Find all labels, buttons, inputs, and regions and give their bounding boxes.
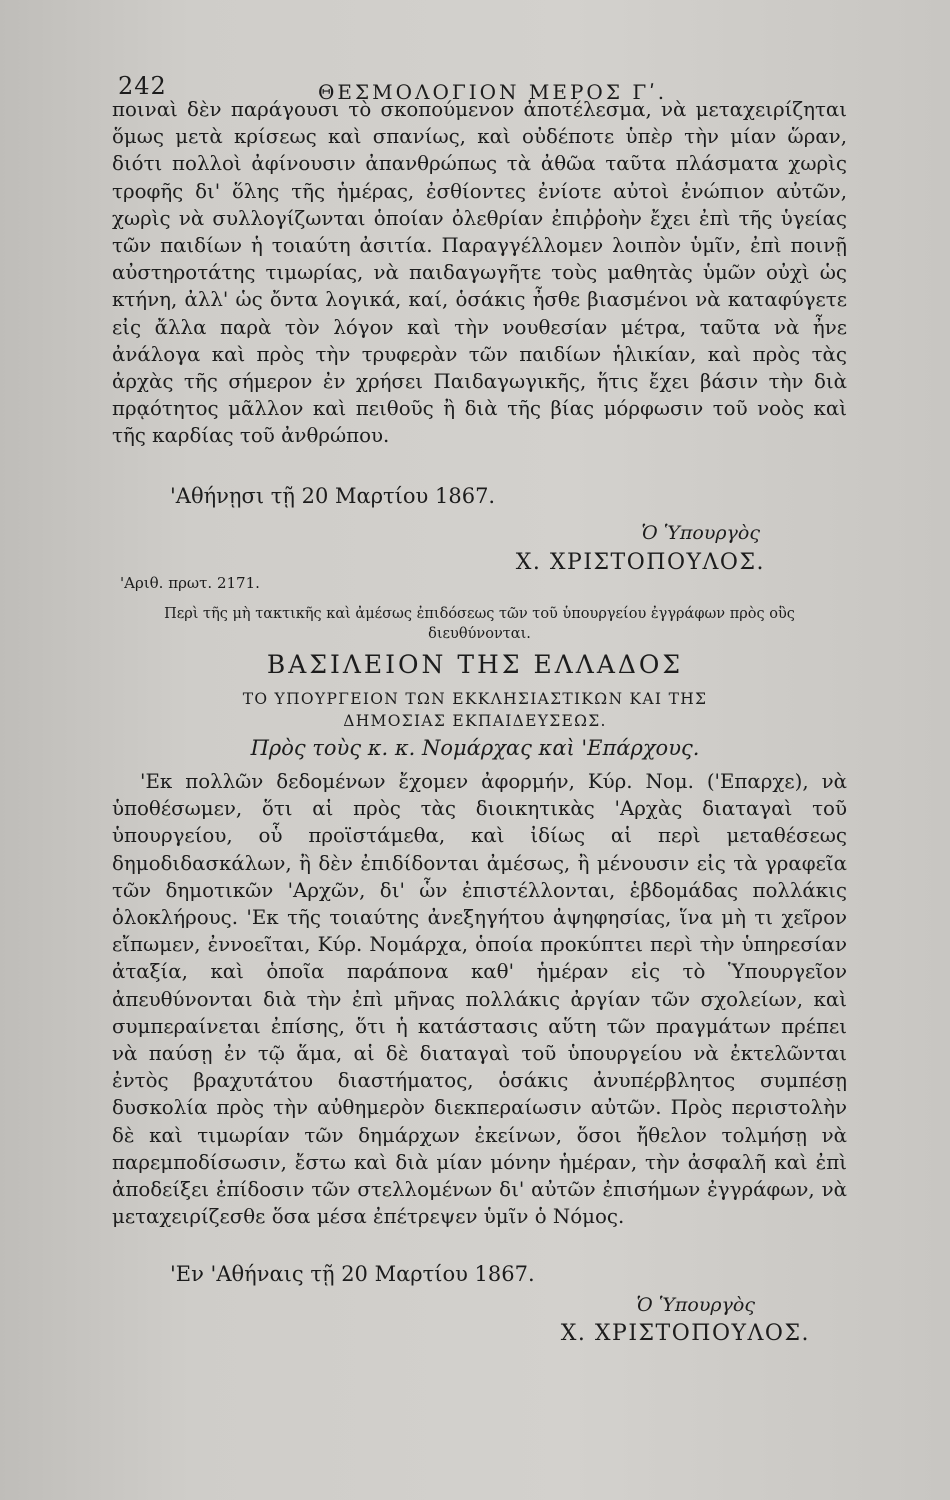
kingdom-heading: ΒΑΣΙΛΕΙΟΝ ΤΗΣ ΕΛΛΑΔΟΣ	[266, 650, 684, 679]
ministry-heading-line-1: ΤΟ ΥΠΟΥΡΓΕΙΟΝ ΤΩΝ ΕΚΚΛΗΣΙΑΣΤΙΚΩΝ ΚΑΙ ΤΗΣ	[242, 690, 708, 708]
running-title: ΘΕΣΜΟΛΟΓΙΟΝ ΜΕΡΟΣ Γʹ.	[318, 80, 668, 104]
date-line-2: 'Εν 'Αθήναις τῇ 20 Μαρτίου 1867.	[170, 1262, 535, 1286]
signature-name-2: Χ. ΧΡΙΣΤΟΠΟΥΛΟΣ.	[560, 1321, 810, 1346]
body-paragraph-1: ποιναὶ δὲν παράγουσι τὸ σκοπούμενον ἀποτέλεσμα, νὰ μεταχειρίζηται ὅμως μετὰ κρίσεως καὶ σπανίως, καὶ οὐδέποτε ὑπὲρ τὴν μίαν ὥραν, διότι πολλοὶ ἀφίνουσιν ἀπανθρώπως τὰ ἀθῶα ταῦτα πλάσματα χωρὶς τροφῆς δι' ὅλης τῆς ἡμέρας, ἐσθίοντες ἐνίοτε αὐτοὶ ἐνώπιον αὐτῶν, χωρὶς νὰ συλλογίζωνται ὁποίαν ὀλεθρίαν ἐπιῤῥοὴν ἔχει ἐπὶ τῆς ὑγείας τῶν παιδίων ἡ τοιαύτη ἀσιτία. Παραγγέλλομεν λοιπὸν ὑμῖν, ἐπὶ ποινῇ αὐστηροτάτης τιμωρίας, νὰ παιδαγωγῆτε τοὺς μαθητὰς ὑμῶν οὐχὶ ὡς κτήνη, ἀλλ' ὡς ὄντα λογικά, καί, ὁσάκις ἦσθε βιασμένοι νὰ καταφύγετε εἰς ἄλλα παρὰ τὸν λόγον καὶ τὴν νουθεσίαν μέτρα, ταῦτα νὰ ἦνε ἀνάλογα καὶ πρὸς τὴν τρυφερὰν τῶν παιδίων ἡλικίαν, καὶ πρὸς τὰς ἀρχὰς τῆς σήμερον ἐν χρήσει Παιδαγωγικῆς, ἥτις ἔχει βάσιν τὴν διὰ πρᾳότητος μᾶλλον καὶ πειθοῦς ἢ διὰ τῆς βίας μόρφωσιν τοῦ νοὸς καὶ τῆς καρδίας τοῦ ἀνθρώπου.	[112, 98, 847, 448]
ministry-heading-line-2: ΔΗΜΟΣΙΑΣ ΕΚΠΑΙΔΕΥΣΕΩΣ.	[343, 712, 607, 730]
date-line-1: 'Αθήνῃσι τῇ 20 Μαρτίου 1867.	[170, 484, 496, 508]
addressee-line: Πρὸς τοὺς κ. κ. Νομάρχας καὶ 'Επάρχους.	[250, 736, 700, 760]
signature-role-1: Ὁ Ὑπουργὸς	[641, 522, 760, 544]
ministry-heading	[0, 688, 950, 732]
document-subject: Περὶ τῆς μὴ τακτικῆς καὶ ἀμέσως ἐπιδόσεως τῶν τοῦ ὑπουργείου ἐγγράφων πρὸς οὓς διευθύνονται.	[164, 606, 795, 642]
signature-name-1: Χ. ΧΡΙΣΤΟΠΟΥΛΟΣ.	[515, 550, 765, 575]
page-number: 242	[118, 72, 167, 100]
signature-role-2: Ὁ Ὑπουργὸς	[636, 1294, 755, 1316]
protocol-number: 'Αριθ. πρωτ. 2171.	[120, 574, 260, 592]
body-paragraph-2: 'Εκ πολλῶν δεδομένων ἔχομεν ἀφορμήν, Κύρ. Νομ. ('Επαρχε), νὰ ὑποθέσωμεν, ὅτι αἱ πρὸς τὰς διοικητικὰς 'Αρχὰς διαταγαὶ τοῦ ὑπουργείου, οὗ προϊστάμεθα, καὶ ἰδίως αἱ περὶ μεταθέσεως δημοδιδασκάλων, ἢ δὲν ἐπιδίδονται ἀμέσως, ἢ μένουσιν εἰς τὰ γραφεῖα τῶν δημοτικῶν 'Αρχῶν, δι' ὧν ἐπιστέλλονται, ἑβδομάδας πολλάκις ὁλοκλήρους. 'Εκ τῆς τοιαύτης ἀνεξηγήτου ἀψηφησίας, ἵνα μὴ τι χεῖρον εἴπωμεν, ἐννοεῖται, Κύρ. Νομάρχα, ὁποία προκύπτει περὶ τὴν ὑπηρεσίαν ἀταξία, καὶ ὁποῖα παράπονα καθ' ἡμέραν εἰς τὸ Ὑπουργεῖον ἀπευθύνονται διὰ τὴν ἐπὶ μῆνας πολλάκις ἀργίαν τῶν σχολείων, καὶ συμπεραίνεται ἐπίσης, ὅτι ἡ κατάστασις αὕτη τῶν πραγμάτων πρέπει νὰ παύσῃ ἐν τῷ ἅμα, αἱ δὲ διαταγαὶ τοῦ ὑπουργείου νὰ ἐκτελῶνται ἐντὸς βραχυτάτου διαστήματος, ὁσάκις ἀνυπέρβλητος συμπέσῃ δυσκολία πρὸς τὴν αὐθημερὸν διεκπεραίωσιν αὐτῶν. Πρὸς περιστολὴν δὲ καὶ τιμωρίαν τῶν δημάρχων ἐκείνων, ὅσοι ἤθελον τολμήσῃ νὰ παρεμποδίσωσιν, ἔστω καὶ διὰ μίαν μόνην ἡμέραν, τὴν ἀσφαλῆ καὶ ἐπὶ ἀποδείξει ἐπίδοσιν τῶν στελλομένων δι' αὐτῶν ἐπισήμων ἐγγράφων, νὰ μεταχειρίζεσθε ὅσα μέσα ἐπέτρεψεν ὑμῖν ὁ Νόμος.	[112, 770, 847, 1229]
